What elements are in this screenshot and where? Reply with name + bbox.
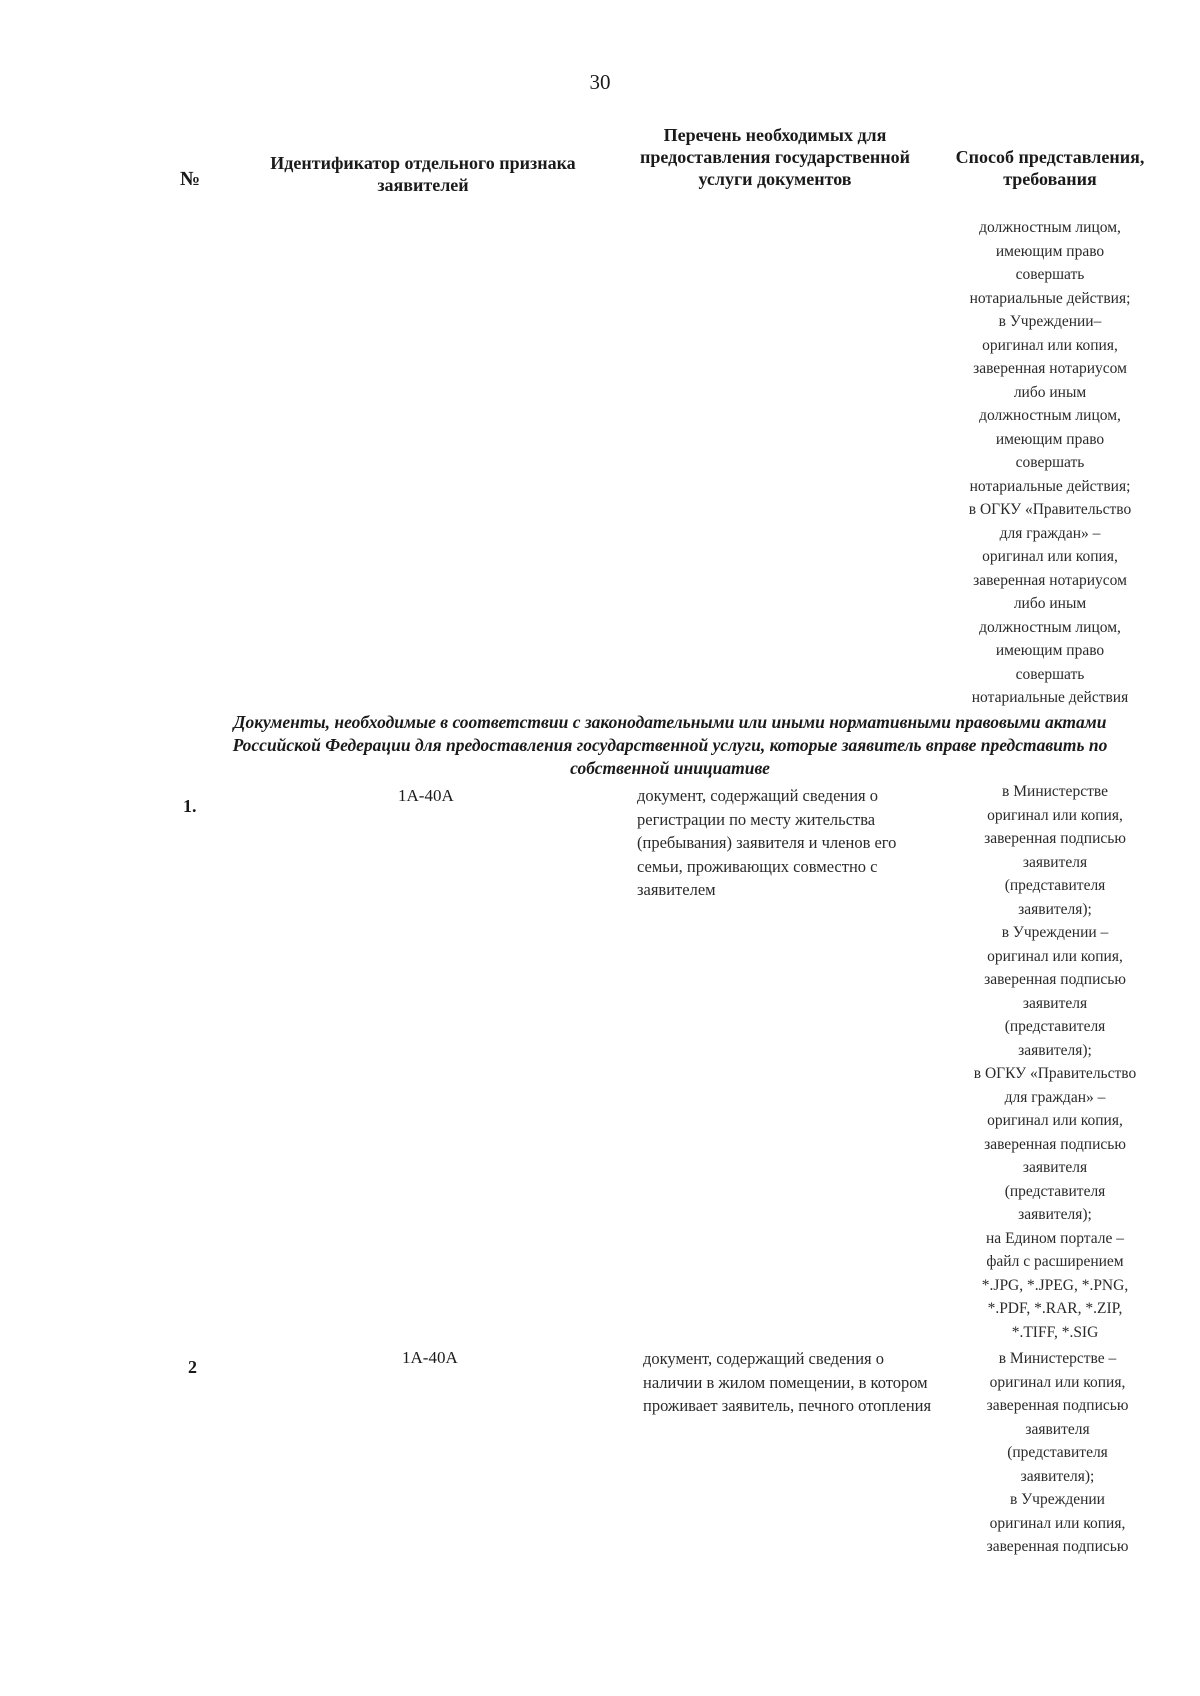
method-line: *.JPG, *.JPEG, *.PNG, [981,1276,1129,1294]
method-line: (представителя [1007,1444,1108,1461]
method-line: заверенная подписью [984,971,1126,988]
method-line: оригинал или копия, [982,336,1118,354]
method-line: на Едином портале – [986,1229,1124,1247]
method-line: в Учреждении [1010,1491,1105,1508]
method-line: заявителя [1022,994,1088,1012]
method-line: заявителя [1022,853,1088,871]
method-line: (представителя [1004,1182,1106,1200]
column-header-documents: Перечень необходимых для предоставления государственной услуги документов [640,125,910,189]
row-1-identifier: 1А-40А [398,786,454,805]
method-line: совершать [1015,665,1085,683]
method-line: для граждан» – [999,524,1101,542]
section-title: Документы, необходимые в соответствии с законодательными или иными нормативными правовыми актами Российской Федерации для предоставления государственной услуги, которые заявитель вправе представить по собственной инициативе [232,712,1108,778]
method-line: в Учреждении– [998,313,1102,330]
row-2-number: 2 [188,1357,197,1377]
row-2-method-cell [940,1347,1175,1559]
row-1-method-cell [935,780,1175,1344]
column-header-method: Способ представления, требования [955,147,1145,189]
method-line: в Министерстве [1002,783,1108,800]
column-header-identifier: Идентификатор отдельного признака заявителей [270,153,576,195]
method-line: либо иным [1013,383,1087,401]
method-line: нотариальные действия; [969,477,1131,495]
method-line: (представителя [1004,877,1106,894]
method-line: заверенная подписью [984,830,1126,847]
method-line: должностным лицом, [979,219,1121,236]
method-line: заявителя); [1020,1467,1095,1485]
method-line: заявителя [1022,1159,1088,1176]
method-line: для граждан» – [1004,1088,1106,1106]
method-line: заверенная нотариусом [973,571,1127,589]
method-line: в ОГКУ «Правительство [973,1065,1137,1082]
method-line: должностным лицом, [979,407,1121,424]
row-1-document: документ, содержащий сведения о регистрации по месту жительства (пребывания) заявителя и членов его семьи, проживающих совместно с заявителем [637,786,897,899]
method-line: заявителя); [1018,900,1092,918]
method-line: *.TIFF, *.SIG [1011,1323,1099,1341]
method-line: оригинал или копия, [987,947,1123,965]
method-line: либо иным [1013,595,1087,612]
row-1-number: 1. [183,796,197,816]
method-line: заявителя); [1018,1206,1092,1223]
column-header-number: № [180,168,201,190]
method-line: оригинал или копия, [989,1373,1126,1391]
method-line: *.PDF, *.RAR, *.ZIP, [987,1300,1123,1317]
method-line: заявителя [1025,1420,1090,1438]
method-line: заявителя); [1018,1041,1092,1059]
method-line: нотариальные действия; [969,289,1131,307]
method-line: в Министерстве – [998,1350,1117,1367]
method-line: совершать [1015,266,1085,283]
method-line: совершать [1015,454,1085,471]
method-line: нотариальные действия [971,689,1129,706]
method-line: должностным лицом, [979,618,1121,636]
method-line: оригинал или копия, [982,548,1118,565]
method-line: файл с расширением [986,1253,1124,1270]
method-line: в ОГКУ «Правительство [968,501,1132,518]
method-line: имеющим право [995,430,1105,448]
method-line: имеющим право [995,242,1105,260]
method-line: оригинал или копия, [989,1514,1126,1532]
method-line: (представителя [1004,1018,1106,1035]
method-line: в Учреждении – [1001,924,1109,941]
continuation-method-cell [930,216,1170,710]
method-line: заверенная подписью [984,1135,1126,1153]
method-line: заверенная нотариусом [973,360,1127,377]
method-line: имеющим право [995,642,1105,659]
row-2-document: документ, содержащий сведения о наличии в жилом помещении, в котором проживает заявитель, печного отопления [643,1349,932,1415]
method-line: заверенная подписью [986,1538,1129,1555]
row-2-identifier: 1А-40А [402,1348,458,1367]
method-line: оригинал или копия, [987,1112,1123,1129]
method-line: оригинал или копия, [987,806,1123,824]
method-line: заверенная подписью [986,1397,1129,1414]
page-number: 30 [589,70,611,94]
